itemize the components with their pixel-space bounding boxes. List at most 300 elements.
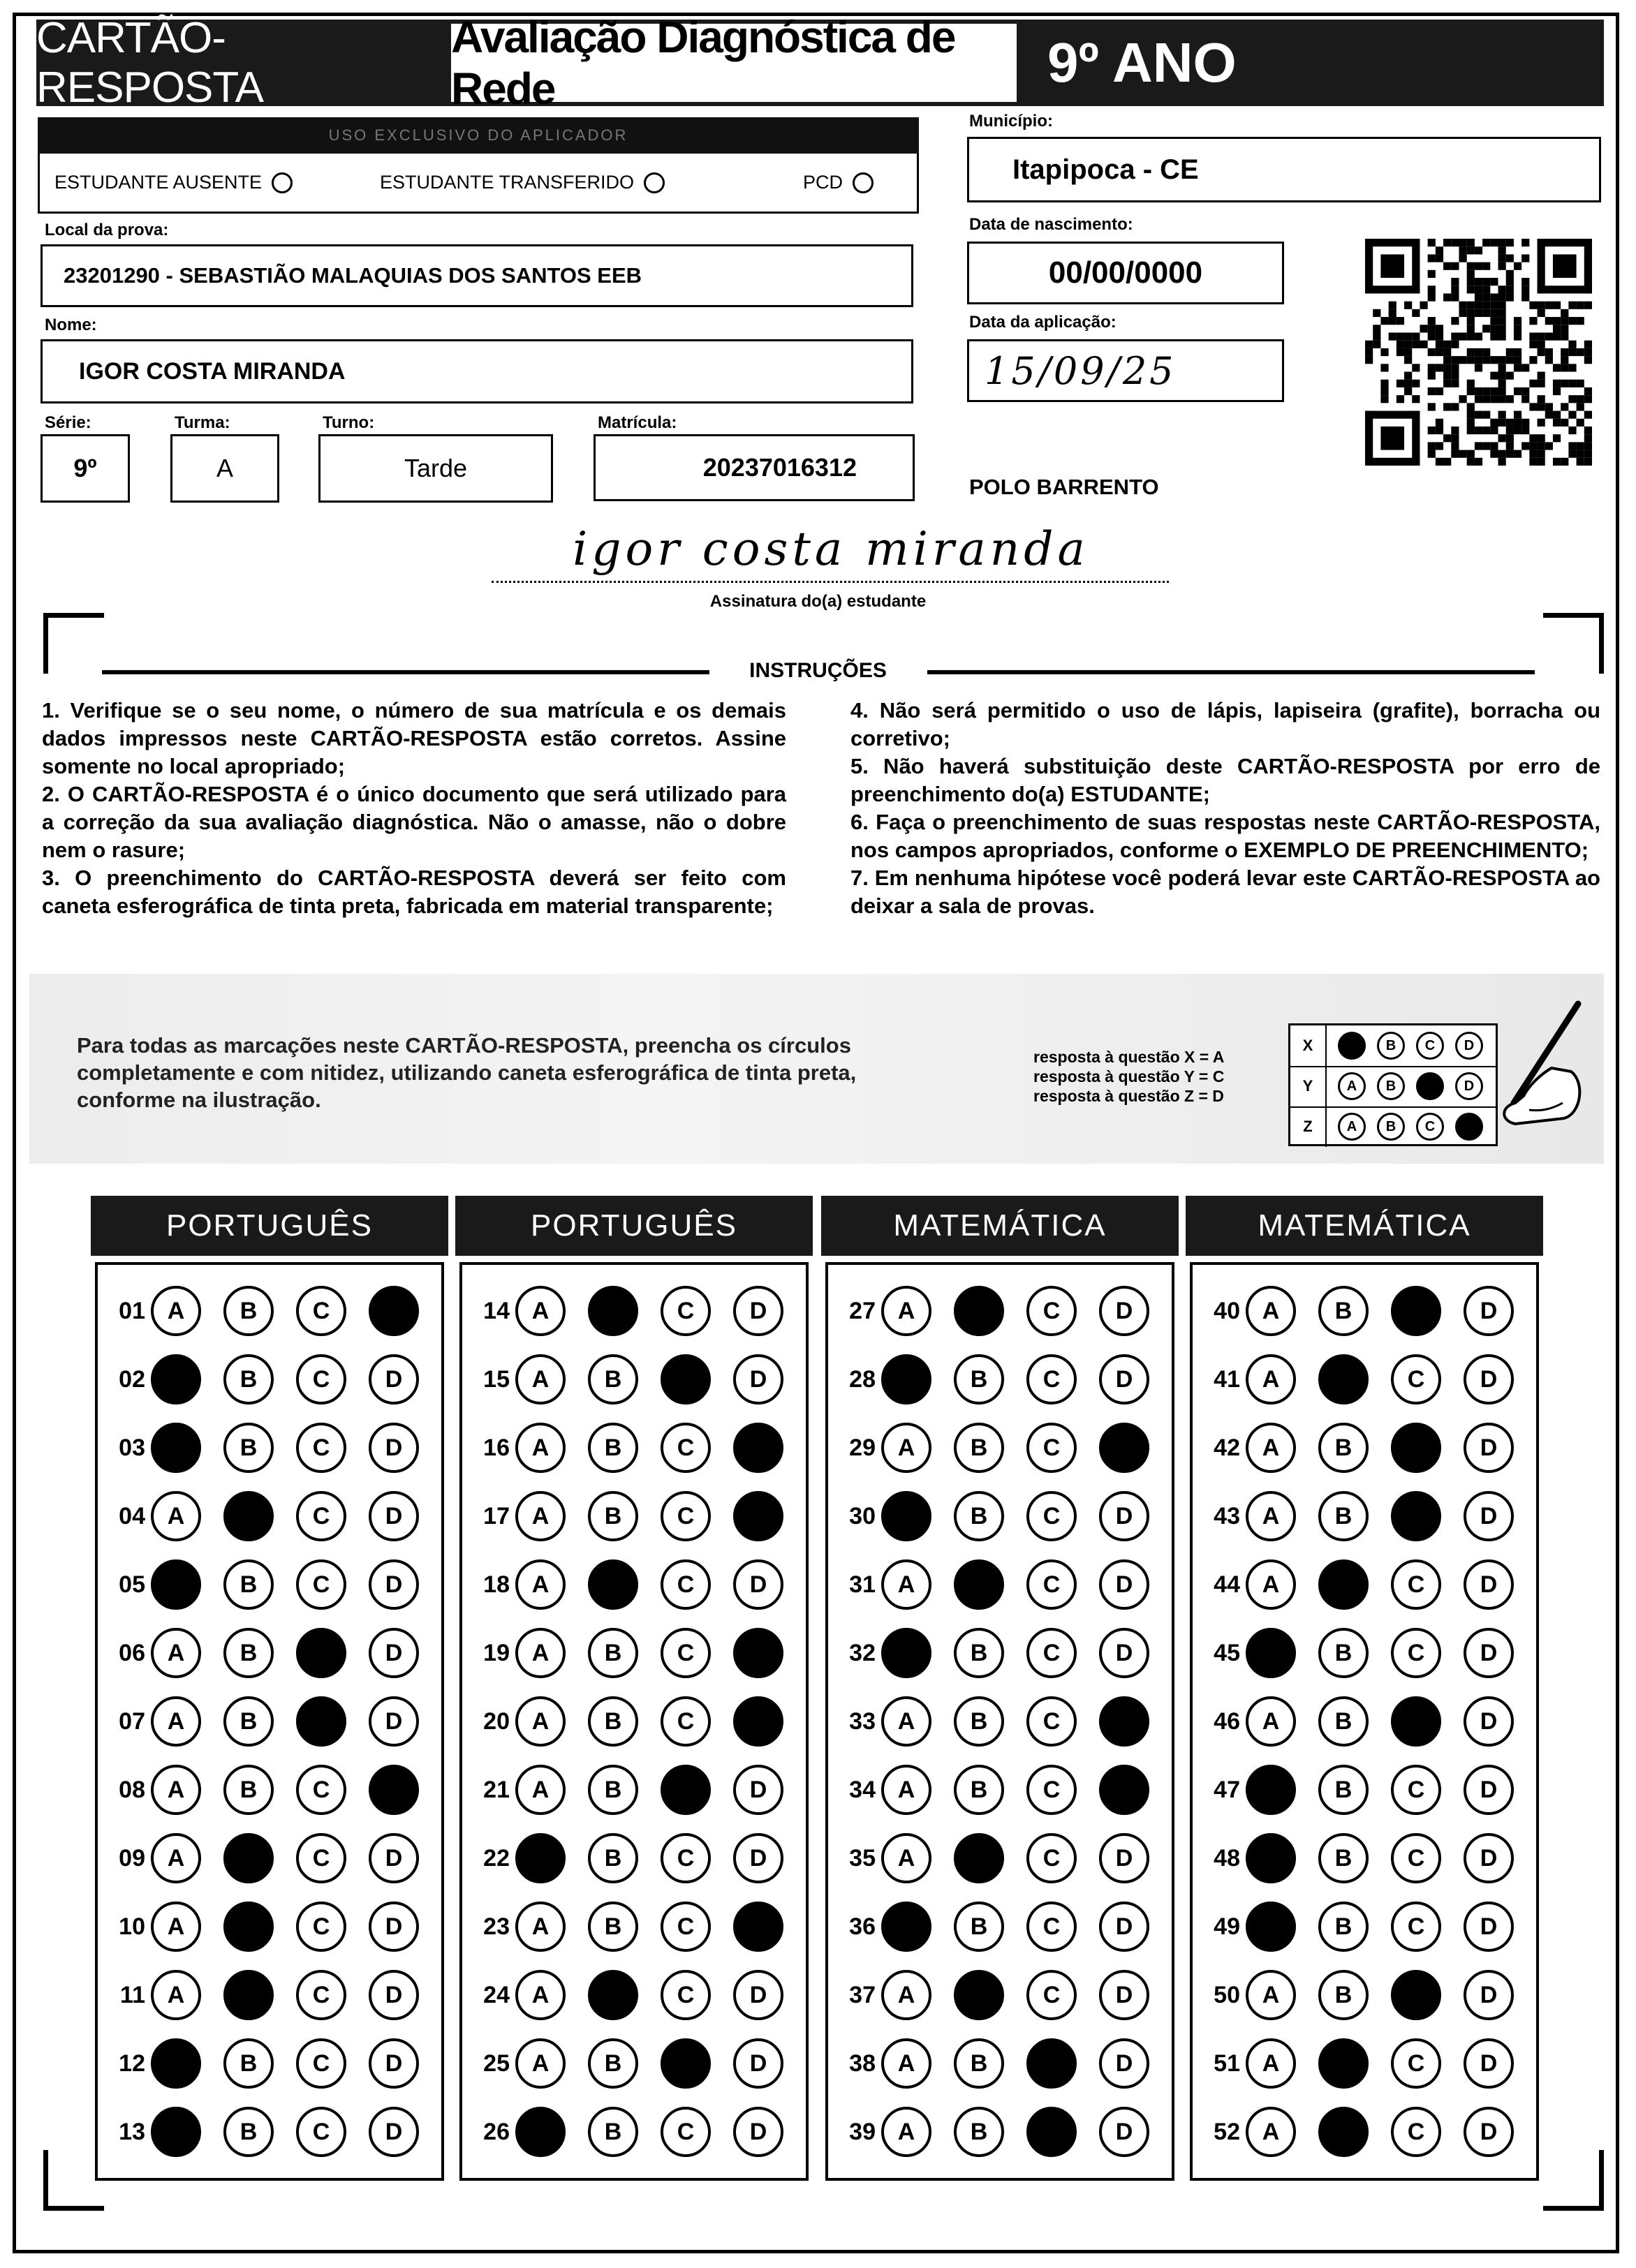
example-row-label: X xyxy=(1290,1025,1327,1066)
answer-bubble-c[interactable]: C xyxy=(661,1902,711,1952)
answer-bubble-c[interactable]: C xyxy=(1391,1970,1441,2020)
answer-bubble-b[interactable]: B xyxy=(223,1491,274,1541)
answer-bubble-b[interactable]: B xyxy=(1318,2107,1369,2157)
question-row xyxy=(834,1967,1172,2023)
answer-bubble-c[interactable]: C xyxy=(296,1354,346,1404)
answer-bubble-c[interactable]: C xyxy=(1391,1902,1441,1952)
answer-bubble-a[interactable]: A xyxy=(881,1423,931,1473)
answer-bubble-a[interactable]: A xyxy=(1246,1286,1296,1336)
answer-bubble-a[interactable]: A xyxy=(881,2038,931,2089)
answer-bubble-b[interactable]: B xyxy=(954,2038,1004,2089)
answer-bubble-b[interactable]: B xyxy=(1318,1833,1369,1883)
question-row xyxy=(834,1830,1172,1886)
answer-bubble-d[interactable]: D xyxy=(369,1628,419,1678)
answer-bubble-d[interactable]: D xyxy=(1464,1491,1514,1541)
answer-bubble-d[interactable]: D xyxy=(733,1970,783,2020)
answer-bubble-d[interactable]: D xyxy=(369,1833,419,1883)
answer-bubble-d[interactable]: D xyxy=(1464,1286,1514,1336)
turma-label: Turma: xyxy=(175,413,230,432)
answer-bubble-b[interactable]: B xyxy=(588,1491,638,1541)
answer-bubble-a[interactable]: A xyxy=(151,2038,201,2089)
question-number: 30 xyxy=(849,1502,876,1529)
answer-bubble-d[interactable]: D xyxy=(1099,1491,1149,1541)
question-number: 34 xyxy=(849,1776,876,1803)
answer-bubble-a[interactable]: A xyxy=(1246,1559,1296,1610)
answer-bubble-d[interactable]: D xyxy=(1464,1970,1514,2020)
answer-bubble-a[interactable]: A xyxy=(151,1423,201,1473)
answer-bubble-c[interactable]: C xyxy=(296,1970,346,2020)
question-row xyxy=(1198,1420,1536,1476)
absent-option[interactable] xyxy=(54,172,293,193)
answer-bubble-d[interactable]: D xyxy=(1099,1902,1149,1952)
answer-bubble-c[interactable]: C xyxy=(296,1559,346,1610)
question-row xyxy=(1198,1351,1536,1407)
answer-bubble-d[interactable]: D xyxy=(733,1696,783,1747)
question-row xyxy=(1198,2036,1536,2091)
question-row xyxy=(834,1693,1172,1749)
answer-bubble-b[interactable]: B xyxy=(1318,1970,1369,2020)
answer-bubble-b[interactable]: B xyxy=(223,1354,274,1404)
local-field: 23201290 - SEBASTIÃO MALAQUIAS DOS SANTOS EEB xyxy=(40,244,913,307)
section-title: PORTUGUÊS xyxy=(455,1196,813,1256)
answer-bubble-c[interactable]: C xyxy=(1391,1286,1441,1336)
answer-bubble-c[interactable]: C xyxy=(661,1423,711,1473)
answer-bubble-b[interactable]: B xyxy=(588,1354,638,1404)
answer-bubble-b[interactable]: B xyxy=(1318,1902,1369,1952)
answer-bubble-d[interactable]: D xyxy=(1099,1354,1149,1404)
answer-bubble-d[interactable]: D xyxy=(1464,2107,1514,2157)
answer-bubble-b[interactable]: B xyxy=(223,1696,274,1747)
question-number: 09 xyxy=(119,1844,145,1872)
answer-bubble-a[interactable]: A xyxy=(881,2107,931,2157)
answer-bubble-a[interactable]: A xyxy=(1246,2038,1296,2089)
question-number: 38 xyxy=(849,2050,876,2077)
answer-bubble-b[interactable]: B xyxy=(1318,1286,1369,1336)
pcd-option[interactable] xyxy=(803,172,874,193)
section-title: PORTUGUÊS xyxy=(91,1196,448,1256)
question-row xyxy=(103,1351,441,1407)
answer-bubble-c[interactable]: C xyxy=(296,2107,346,2157)
answer-bubble-a[interactable]: A xyxy=(881,1559,931,1610)
example-bubble: D xyxy=(1455,1113,1483,1141)
answer-bubble-b[interactable]: B xyxy=(1318,1354,1369,1404)
answer-bubble-b[interactable]: B xyxy=(223,1628,274,1678)
example-row xyxy=(1290,1025,1496,1067)
answer-bubble-d[interactable]: D xyxy=(369,1286,419,1336)
question-number: 22 xyxy=(483,1844,510,1872)
answer-bubble-a[interactable]: A xyxy=(515,1696,566,1747)
question-row xyxy=(834,2104,1172,2160)
answer-bubble-a[interactable]: A xyxy=(881,1628,931,1678)
answer-bubble-b[interactable]: B xyxy=(588,2107,638,2157)
instruction-3: 3. O preenchimento do CARTÃO-RESPOSTA deverá ser feito com caneta esferográfica de tinta preta, fabricada em material transparente; xyxy=(42,866,786,918)
question-number: 47 xyxy=(1214,1776,1240,1803)
question-number: 50 xyxy=(1214,1981,1240,2008)
answer-bubble-a[interactable]: A xyxy=(881,1765,931,1815)
answer-bubble-a[interactable]: A xyxy=(1246,1696,1296,1747)
answer-bubble-b[interactable]: B xyxy=(223,1902,274,1952)
answer-bubble-d[interactable]: D xyxy=(369,1559,419,1610)
answer-bubble-b[interactable]: B xyxy=(1318,2038,1369,2089)
example-line: resposta à questão X = A xyxy=(1033,1048,1225,1066)
answer-bubble-b[interactable]: B xyxy=(954,1491,1004,1541)
answer-bubble-c[interactable]: C xyxy=(661,1970,711,2020)
answer-bubble-d[interactable]: D xyxy=(1099,1423,1149,1473)
question-row xyxy=(468,1899,806,1955)
birthdate-label: Data de nascimento: xyxy=(969,215,1133,234)
answer-bubble-a[interactable]: A xyxy=(1246,2107,1296,2157)
answer-bubble-c[interactable]: C xyxy=(1026,1423,1077,1473)
answer-bubble-c[interactable]: C xyxy=(1391,2038,1441,2089)
answer-bubble-b[interactable]: B xyxy=(954,1765,1004,1815)
example-bubble: B xyxy=(1377,1072,1405,1100)
answer-bubble-c[interactable]: C xyxy=(661,2038,711,2089)
answer-bubble-d[interactable]: D xyxy=(1099,1628,1149,1678)
answer-bubble-c[interactable]: C xyxy=(1391,1696,1441,1747)
answer-bubble-d[interactable]: D xyxy=(1464,2038,1514,2089)
question-number: 48 xyxy=(1214,1844,1240,1872)
answer-bubble-b[interactable]: B xyxy=(1318,1628,1369,1678)
answer-bubble-c[interactable]: C xyxy=(296,1423,346,1473)
answer-bubble-a[interactable]: A xyxy=(1246,1902,1296,1952)
answer-bubble-c[interactable]: C xyxy=(296,1833,346,1883)
answer-bubble-a[interactable]: A xyxy=(515,1354,566,1404)
answer-bubble-a[interactable]: A xyxy=(151,2107,201,2157)
answer-bubble-a[interactable]: A xyxy=(515,1833,566,1883)
answer-bubble-a[interactable]: A xyxy=(881,1696,931,1747)
answer-bubble-b[interactable]: B xyxy=(223,1286,274,1336)
answer-bubble-d[interactable]: D xyxy=(369,1902,419,1952)
answer-bubble-c[interactable]: C xyxy=(1026,1286,1077,1336)
answer-bubble-d[interactable]: D xyxy=(1099,1970,1149,2020)
question-row xyxy=(1198,1488,1536,1544)
answer-bubble-a[interactable]: A xyxy=(151,1833,201,1883)
answer-bubble-d[interactable]: D xyxy=(369,1970,419,2020)
answer-bubble-d[interactable]: D xyxy=(369,1354,419,1404)
example-line: resposta à questão Z = D xyxy=(1033,1087,1224,1105)
answer-bubble-a[interactable]: A xyxy=(881,1833,931,1883)
answer-bubble-b[interactable]: B xyxy=(223,2038,274,2089)
section-title: MATEMÁTICA xyxy=(1186,1196,1543,1256)
application-date-field: 15/09/25 xyxy=(967,339,1284,402)
question-number: 25 xyxy=(483,2050,510,2077)
question-number: 23 xyxy=(483,1913,510,1940)
transferred-option[interactable] xyxy=(380,172,665,193)
answer-bubble-c[interactable]: C xyxy=(1391,1833,1441,1883)
answer-bubble-a[interactable]: A xyxy=(151,1902,201,1952)
answer-bubble-a[interactable]: A xyxy=(881,1970,931,2020)
answer-bubble-d[interactable]: D xyxy=(733,1833,783,1883)
answer-bubble-c[interactable]: C xyxy=(1026,1559,1077,1610)
answer-bubble-c[interactable]: C xyxy=(1391,1559,1441,1610)
answer-bubble-d[interactable]: D xyxy=(733,1559,783,1610)
answer-bubble-c[interactable]: C xyxy=(1026,1491,1077,1541)
answer-bubble-a[interactable]: A xyxy=(151,1559,201,1610)
question-number: 46 xyxy=(1214,1707,1240,1735)
answer-bubble-b[interactable]: B xyxy=(954,1354,1004,1404)
polo-text: POLO BARRENTO xyxy=(969,475,1159,499)
answer-bubble-c[interactable]: C xyxy=(1391,1765,1441,1815)
answer-bubble-c[interactable]: C xyxy=(661,1765,711,1815)
answer-bubble-a[interactable]: A xyxy=(515,1423,566,1473)
answer-bubble-d[interactable]: D xyxy=(733,1423,783,1473)
answer-bubble-b[interactable]: B xyxy=(588,1970,638,2020)
example-bubble: D xyxy=(1455,1072,1483,1100)
answer-bubble-d[interactable]: D xyxy=(1099,1286,1149,1336)
question-row xyxy=(103,1625,441,1681)
answer-bubble-d[interactable]: D xyxy=(369,1491,419,1541)
question-row xyxy=(468,1693,806,1749)
question-row xyxy=(103,1899,441,1955)
answer-bubble-b[interactable]: B xyxy=(588,1286,638,1336)
answer-bubble-a[interactable]: A xyxy=(515,1286,566,1336)
question-number: 20 xyxy=(483,1707,510,1735)
answer-bubble-c[interactable]: C xyxy=(296,1286,346,1336)
answer-bubble-c[interactable]: C xyxy=(1026,1970,1077,2020)
answer-bubble-a[interactable]: A xyxy=(881,1286,931,1336)
answer-bubble-a[interactable]: A xyxy=(515,1902,566,1952)
answer-bubble-d[interactable]: D xyxy=(369,2038,419,2089)
answer-bubble-c[interactable]: C xyxy=(296,1765,346,1815)
answer-bubble-d[interactable]: D xyxy=(1099,1833,1149,1883)
answer-bubble-d[interactable]: D xyxy=(1099,1559,1149,1610)
answer-bubble-a[interactable]: A xyxy=(1246,1765,1296,1815)
answer-bubble-a[interactable]: A xyxy=(515,1559,566,1610)
answer-bubble-b[interactable]: B xyxy=(588,1628,638,1678)
answer-bubble-c[interactable]: C xyxy=(1391,1423,1441,1473)
answer-bubble-a[interactable]: A xyxy=(151,1970,201,2020)
answer-bubble-b[interactable]: B xyxy=(1318,1423,1369,1473)
question-row xyxy=(468,1557,806,1613)
signature-label: Assinatura do(a) estudante xyxy=(709,592,927,611)
answer-bubble-b[interactable]: B xyxy=(588,1559,638,1610)
answer-bubble-d[interactable]: D xyxy=(733,2107,783,2157)
answer-bubble-a[interactable]: A xyxy=(515,1491,566,1541)
answer-bubble-a[interactable]: A xyxy=(1246,1970,1296,2020)
question-number: 03 xyxy=(119,1434,145,1461)
answer-bubble-c[interactable]: C xyxy=(661,1491,711,1541)
answer-bubble-a[interactable]: A xyxy=(515,1970,566,2020)
answer-bubble-d[interactable]: D xyxy=(1464,1628,1514,1678)
answer-bubble-c[interactable]: C xyxy=(1391,2107,1441,2157)
answer-bubble-b[interactable]: B xyxy=(954,1696,1004,1747)
pcd-bubble[interactable] xyxy=(853,172,874,193)
answer-bubble-b[interactable]: B xyxy=(954,2107,1004,2157)
answer-bubble-b[interactable]: B xyxy=(223,1833,274,1883)
question-number: 17 xyxy=(483,1502,510,1529)
example-row-label: Z xyxy=(1290,1106,1327,1147)
answer-bubble-d[interactable]: D xyxy=(1464,1696,1514,1747)
answer-bubble-a[interactable]: A xyxy=(1246,1491,1296,1541)
answer-bubble-b[interactable]: B xyxy=(1318,1765,1369,1815)
answer-bubble-d[interactable]: D xyxy=(1464,1559,1514,1610)
exam-title: Avaliação Diagnóstica de Rede xyxy=(451,24,1017,102)
answer-bubble-b[interactable]: B xyxy=(588,1423,638,1473)
answer-bubble-b[interactable]: B xyxy=(223,1559,274,1610)
answer-bubble-c[interactable]: C xyxy=(1026,1354,1077,1404)
answer-bubble-b[interactable]: B xyxy=(588,1833,638,1883)
question-number: 33 xyxy=(849,1707,876,1735)
question-number: 36 xyxy=(849,1913,876,1940)
answer-bubble-d[interactable]: D xyxy=(369,1423,419,1473)
answer-bubble-b[interactable]: B xyxy=(223,1970,274,2020)
question-row xyxy=(468,1625,806,1681)
answer-bubble-b[interactable]: B xyxy=(954,1902,1004,1952)
answer-bubble-d[interactable]: D xyxy=(733,1354,783,1404)
example-legend xyxy=(1033,1047,1224,1106)
answer-bubble-c[interactable]: C xyxy=(1391,1628,1441,1678)
question-number: 04 xyxy=(119,1502,145,1529)
corner-mark xyxy=(1543,2150,1604,2211)
answer-bubble-d[interactable]: D xyxy=(1464,1902,1514,1952)
answer-bubble-d[interactable]: D xyxy=(1464,1354,1514,1404)
answer-bubble-c[interactable]: C xyxy=(296,1628,346,1678)
answer-bubble-d[interactable]: D xyxy=(733,2038,783,2089)
answer-bubble-b[interactable]: B xyxy=(1318,1559,1369,1610)
question-row xyxy=(834,2036,1172,2091)
answer-bubble-b[interactable]: B xyxy=(588,1765,638,1815)
answer-bubble-c[interactable]: C xyxy=(661,1628,711,1678)
answer-bubble-d[interactable]: D xyxy=(733,1628,783,1678)
answer-bubble-d[interactable]: D xyxy=(1099,1765,1149,1815)
question-number: 31 xyxy=(849,1571,876,1598)
question-row xyxy=(1198,1283,1536,1339)
answer-bubble-b[interactable]: B xyxy=(954,1628,1004,1678)
answer-bubble-d[interactable]: D xyxy=(1099,2038,1149,2089)
answer-bubble-b[interactable]: B xyxy=(588,1902,638,1952)
answer-bubble-c[interactable]: C xyxy=(1026,1696,1077,1747)
answer-bubble-a[interactable]: A xyxy=(1246,1833,1296,1883)
answer-bubble-c[interactable]: C xyxy=(296,1491,346,1541)
answer-bubble-c[interactable]: C xyxy=(661,1833,711,1883)
answer-bubble-a[interactable]: A xyxy=(515,2107,566,2157)
answer-bubble-b[interactable]: B xyxy=(954,1423,1004,1473)
example-bubble: B xyxy=(1377,1113,1405,1141)
answer-bubble-c[interactable]: C xyxy=(661,1696,711,1747)
answer-bubble-d[interactable]: D xyxy=(369,1765,419,1815)
answer-bubble-c[interactable]: C xyxy=(661,1354,711,1404)
answer-bubble-a[interactable]: A xyxy=(151,1354,201,1404)
answer-bubble-c[interactable]: C xyxy=(1026,1765,1077,1815)
answer-bubble-b[interactable]: B xyxy=(223,2107,274,2157)
answer-bubble-d[interactable]: D xyxy=(733,1902,783,1952)
question-number: 28 xyxy=(849,1365,876,1393)
question-number: 11 xyxy=(120,1981,145,2008)
question-row xyxy=(103,1557,441,1613)
answer-bubble-b[interactable]: B xyxy=(223,1423,274,1473)
answer-bubble-c[interactable]: C xyxy=(1026,1902,1077,1952)
name-label: Nome: xyxy=(45,316,97,334)
answer-bubble-c[interactable]: C xyxy=(1026,1833,1077,1883)
answer-bubble-d[interactable]: D xyxy=(733,1491,783,1541)
transferred-bubble[interactable] xyxy=(644,172,665,193)
answer-bubble-b[interactable]: B xyxy=(954,1559,1004,1610)
question-number: 02 xyxy=(119,1365,145,1393)
answer-bubble-d[interactable]: D xyxy=(1464,1423,1514,1473)
answer-bubble-c[interactable]: C xyxy=(1026,1628,1077,1678)
question-number: 44 xyxy=(1214,1571,1240,1598)
matricula-label: Matrícula: xyxy=(598,413,677,432)
answer-bubble-a[interactable]: A xyxy=(881,1354,931,1404)
answer-bubble-c[interactable]: C xyxy=(296,1696,346,1747)
question-number: 26 xyxy=(483,2118,510,2145)
answer-bubble-b[interactable]: B xyxy=(588,2038,638,2089)
answer-bubble-a[interactable]: A xyxy=(151,1765,201,1815)
answer-bubble-d[interactable]: D xyxy=(369,1696,419,1747)
example-row xyxy=(1290,1106,1496,1147)
answer-bubble-b[interactable]: B xyxy=(1318,1696,1369,1747)
answer-bubble-b[interactable]: B xyxy=(954,1833,1004,1883)
question-number: 19 xyxy=(483,1639,510,1666)
answer-bubble-c[interactable]: C xyxy=(1026,2038,1077,2089)
answer-bubble-a[interactable]: A xyxy=(1246,1423,1296,1473)
question-number: 37 xyxy=(849,1981,876,2008)
answer-bubble-b[interactable]: B xyxy=(223,1765,274,1815)
answer-bubble-a[interactable]: A xyxy=(515,1628,566,1678)
answer-bubble-c[interactable]: C xyxy=(296,1902,346,1952)
question-number: 24 xyxy=(483,1981,510,2008)
answer-bubble-d[interactable]: D xyxy=(733,1286,783,1336)
answer-bubble-c[interactable]: C xyxy=(1391,1491,1441,1541)
answer-bubble-a[interactable]: A xyxy=(151,1286,201,1336)
answer-bubble-d[interactable]: D xyxy=(369,2107,419,2157)
answer-bubble-a[interactable]: A xyxy=(151,1491,201,1541)
answer-bubble-a[interactable]: A xyxy=(515,1765,566,1815)
answer-bubble-a[interactable]: A xyxy=(1246,1354,1296,1404)
answer-bubble-b[interactable]: B xyxy=(954,1286,1004,1336)
answer-bubble-a[interactable]: A xyxy=(881,1902,931,1952)
absent-bubble[interactable] xyxy=(272,172,293,193)
answer-bubble-d[interactable]: D xyxy=(1464,1833,1514,1883)
question-number: 16 xyxy=(483,1434,510,1461)
instruction-2: 2. O CARTÃO-RESPOSTA é o único documento que será utilizado para a correção da sua avaliação diagnóstica. Não o amasse, não o dobre nem o rasure; xyxy=(42,782,786,862)
question-number: 08 xyxy=(119,1776,145,1803)
question-number: 43 xyxy=(1214,1502,1240,1529)
question-row xyxy=(468,1420,806,1476)
question-row xyxy=(468,1488,806,1544)
answer-bubble-c[interactable]: C xyxy=(661,1286,711,1336)
answer-bubble-d[interactable]: D xyxy=(1464,1765,1514,1815)
example-grid xyxy=(1288,1023,1498,1146)
answer-bubble-c[interactable]: C xyxy=(296,2038,346,2089)
question-number: 27 xyxy=(849,1297,876,1324)
question-row xyxy=(468,1283,806,1339)
question-row xyxy=(103,1830,441,1886)
question-number: 05 xyxy=(119,1571,145,1598)
answer-bubble-d[interactable]: D xyxy=(1099,2107,1149,2157)
question-row xyxy=(834,1351,1172,1407)
answer-bubble-a[interactable]: A xyxy=(151,1696,201,1747)
example-bubble: A xyxy=(1338,1072,1366,1100)
answer-bubble-d[interactable]: D xyxy=(1099,1696,1149,1747)
answer-bubble-c[interactable]: C xyxy=(661,2107,711,2157)
answer-bubble-a[interactable]: A xyxy=(151,1628,201,1678)
answer-bubble-c[interactable]: C xyxy=(661,1559,711,1610)
question-number: 07 xyxy=(119,1707,145,1735)
answer-bubble-d[interactable]: D xyxy=(733,1765,783,1815)
example-row-label: Y xyxy=(1290,1066,1327,1106)
answer-bubble-a[interactable]: A xyxy=(881,1491,931,1541)
answer-bubble-b[interactable]: B xyxy=(1318,1491,1369,1541)
answer-bubble-b[interactable]: B xyxy=(954,1970,1004,2020)
birthdate-field: 00/00/0000 xyxy=(967,242,1284,304)
answer-bubble-a[interactable]: A xyxy=(515,2038,566,2089)
answer-bubble-c[interactable]: C xyxy=(1391,1354,1441,1404)
answer-bubble-b[interactable]: B xyxy=(588,1696,638,1747)
answer-bubble-a[interactable]: A xyxy=(1246,1628,1296,1678)
answer-bubble-c[interactable]: C xyxy=(1026,2107,1077,2157)
example-bubble: C xyxy=(1416,1072,1444,1100)
